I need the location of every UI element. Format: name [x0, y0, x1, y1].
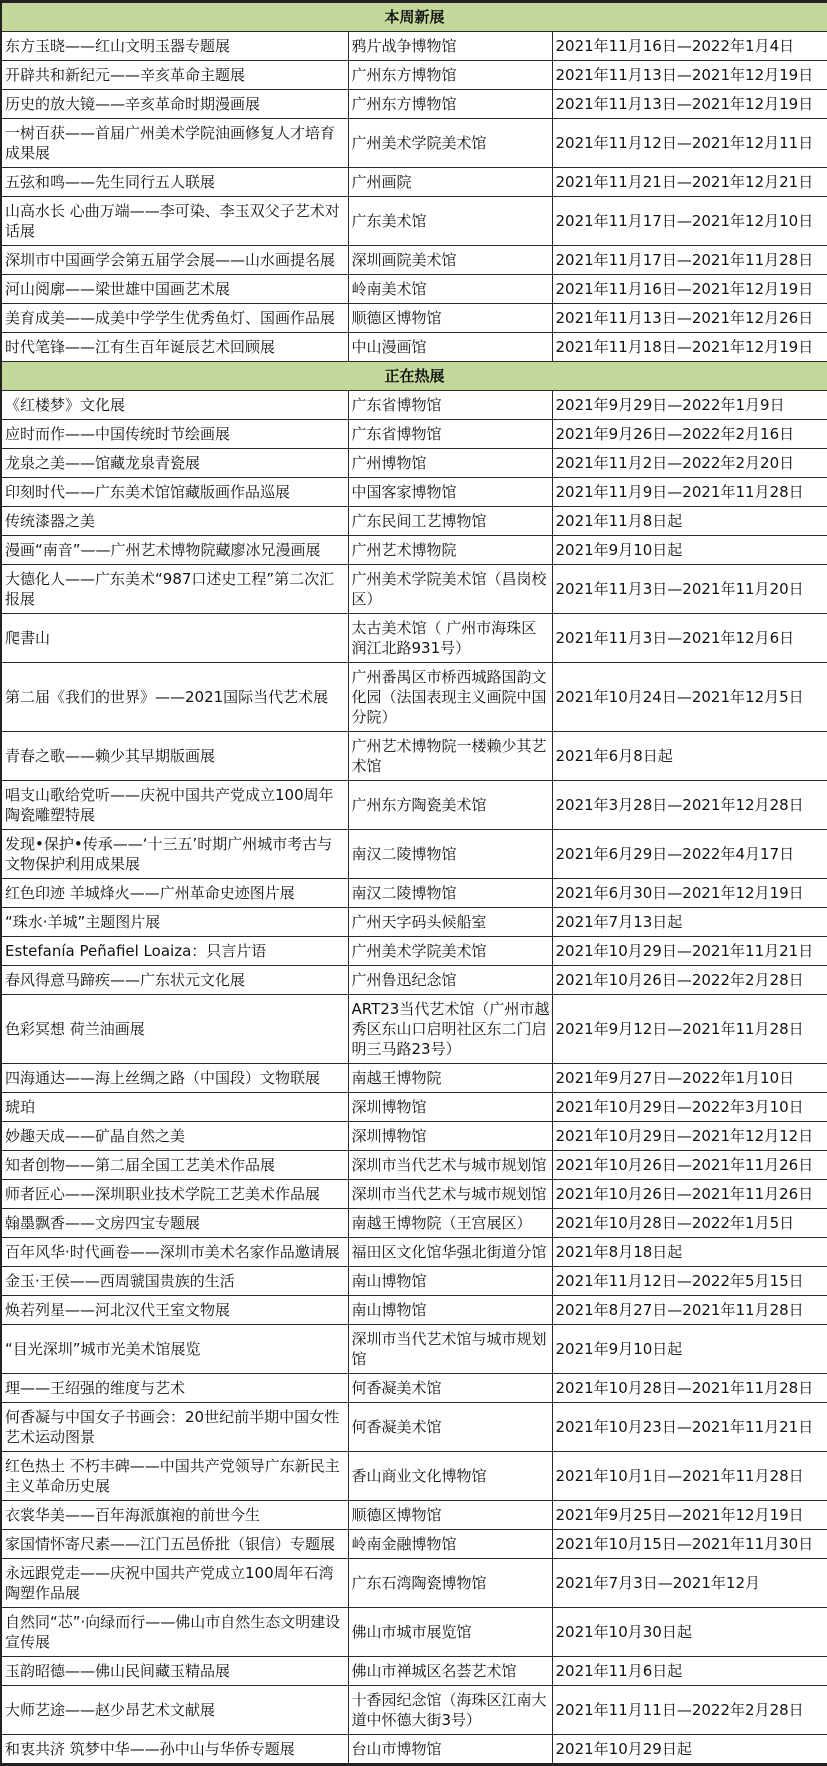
exhibition-title: 五弦和鸣——先生同行五人联展: [1, 168, 348, 197]
table-row: [1, 663, 827, 732]
date-range: 2021年11月21日—2021年12月21日: [552, 168, 827, 197]
date-range: 2021年10月29日—2022年3月10日: [552, 1093, 827, 1122]
date-range: 2021年10月28日—2021年11月28日: [552, 1374, 827, 1403]
exhibition-title: 理——王绍强的维度与艺术: [1, 1374, 348, 1403]
exhibition-title: 传统漆器之美: [1, 507, 348, 536]
table-row: [1, 1657, 827, 1686]
venue: 深圳市当代艺术与城市规划馆: [348, 1180, 552, 1209]
exhibition-title: 家国情怀寄尺素——江门五邑侨批（银信）专题展: [1, 1530, 348, 1559]
venue: 佛山市城市展览馆: [348, 1608, 552, 1657]
venue: 十香园纪念馆（海珠区江南大道中怀德大街3号）: [348, 1686, 552, 1735]
date-range: 2021年10月1日—2021年11月28日: [552, 1452, 827, 1501]
venue: 广东石湾陶瓷博物馆: [348, 1559, 552, 1608]
table-row: [1, 1296, 827, 1325]
exhibition-title: 美育成美——成美中学学生优秀鱼灯、国画作品展: [1, 304, 348, 333]
exhibition-title: 自然同“芯”·向绿而行——佛山市自然生态文明建设宣传展: [1, 1608, 348, 1657]
date-range: 2021年6月29日—2022年4月17日: [552, 830, 827, 879]
table-row: [1, 781, 827, 830]
date-range: 2021年11月13日—2021年12月19日: [552, 61, 827, 90]
exhibition-title: 深圳市中国画学会第五届学会展——山水画提名展: [1, 246, 348, 275]
date-range: 2021年11月8日起: [552, 507, 827, 536]
date-range: 2021年10月23日—2021年11月21日: [552, 1403, 827, 1452]
exhibition-title: 四海通达——海上丝绸之路（中国段）文物联展: [1, 1064, 348, 1093]
date-range: 2021年10月26日—2021年11月26日: [552, 1180, 827, 1209]
venue: 深圳市当代艺术馆与城市规划馆: [348, 1325, 552, 1374]
exhibition-title: 应时而作——中国传统时节绘画展: [1, 420, 348, 449]
venue: 台山市博物馆: [348, 1735, 552, 1765]
venue: 鸦片战争博物馆: [348, 32, 552, 61]
table-row: [1, 1238, 827, 1267]
table-row: [1, 1735, 827, 1765]
exhibition-title: 玉韵昭德——佛山民间藏玉精品展: [1, 1657, 348, 1686]
venue: 中国客家博物馆: [348, 478, 552, 507]
date-range: 2021年11月18日—2021年12月19日: [552, 333, 827, 362]
exhibition-title: 和衷共济 筑梦中华——孙中山与华侨专题展: [1, 1735, 348, 1765]
date-range: 2021年7月3日—2021年12月: [552, 1559, 827, 1608]
exhibition-title: 大德化人——广东美术“987口述史工程”第二次汇报展: [1, 565, 348, 614]
venue: 南越王博物院: [348, 1064, 552, 1093]
table-row: [1, 478, 827, 507]
date-range: 2021年9月12日—2021年11月28日: [552, 995, 827, 1064]
table-row: [1, 937, 827, 966]
exhibition-title: 金玉·王侯——西周虢国贵族的生活: [1, 1267, 348, 1296]
venue: 广州番禺区市桥西城路国韵文化园（法国表现主义画院中国分院）: [348, 663, 552, 732]
table-row: [1, 507, 827, 536]
exhibition-title: 春风得意马蹄疾——广东状元文化展: [1, 966, 348, 995]
section-header-row: [1, 2, 827, 32]
date-range: 2021年10月26日—2021年11月26日: [552, 1151, 827, 1180]
exhibition-title: 青春之歌——赖少其早期版画展: [1, 732, 348, 781]
table-row: [1, 333, 827, 362]
venue: 广东省博物馆: [348, 391, 552, 420]
table-row: [1, 1209, 827, 1238]
table-row: [1, 1686, 827, 1735]
venue: 岭南美术馆: [348, 275, 552, 304]
table-row: [1, 966, 827, 995]
date-range: 2021年9月27日—2022年1月10日: [552, 1064, 827, 1093]
exhibition-title: 漫画“南音”——广州艺术博物院藏廖冰兄漫画展: [1, 536, 348, 565]
date-range: 2021年10月29日—2021年12月12日: [552, 1122, 827, 1151]
table-row: [1, 614, 827, 663]
venue: 广东省博物馆: [348, 420, 552, 449]
table-row: [1, 275, 827, 304]
table-row: [1, 449, 827, 478]
table-row: [1, 119, 827, 168]
venue: 广州天字码头候船室: [348, 908, 552, 937]
venue: 深圳博物馆: [348, 1122, 552, 1151]
date-range: 2021年6月30日—2021年12月19日: [552, 879, 827, 908]
date-range: 2021年11月16日—2021年12月19日: [552, 275, 827, 304]
venue: 佛山市禅城区名荟艺术馆: [348, 1657, 552, 1686]
venue: 广州美术学院美术馆: [348, 119, 552, 168]
exhibition-title: 衣裳华美——百年海派旗袍的前世今生: [1, 1501, 348, 1530]
exhibition-title: 师者匠心——深圳职业技术学院工艺美术作品展: [1, 1180, 348, 1209]
venue: 南山博物馆: [348, 1267, 552, 1296]
section-title: 正在热展: [1, 362, 827, 391]
date-range: 2021年9月29日—2022年1月9日: [552, 391, 827, 420]
venue: 广州鲁迅纪念馆: [348, 966, 552, 995]
table-row: [1, 1267, 827, 1296]
table-row: [1, 565, 827, 614]
exhibition-title: 唱支山歌给党听——庆祝中国共产党成立100周年陶瓷雕塑特展: [1, 781, 348, 830]
exhibition-title: Estefanía Peñafiel Loaiza：只言片语: [1, 937, 348, 966]
date-range: 2021年8月27日—2021年11月28日: [552, 1296, 827, 1325]
table-row: [1, 1180, 827, 1209]
table-row: [1, 246, 827, 275]
venue: 广东民间工艺博物馆: [348, 507, 552, 536]
date-range: 2021年10月29日—2021年11月21日: [552, 937, 827, 966]
date-range: 2021年11月17日—2021年11月28日: [552, 246, 827, 275]
table-row: [1, 1151, 827, 1180]
venue: 广州东方博物馆: [348, 61, 552, 90]
venue: 广州东方陶瓷美术馆: [348, 781, 552, 830]
date-range: 2021年7月13日起: [552, 908, 827, 937]
date-range: 2021年9月25日—2021年12月19日: [552, 1501, 827, 1530]
venue: 南汉二陵博物馆: [348, 879, 552, 908]
table-row: [1, 420, 827, 449]
table-row: [1, 1122, 827, 1151]
date-range: 2021年9月10日起: [552, 1325, 827, 1374]
exhibition-title: 山高水长 心曲万端——李可染、李玉双父子艺术对话展: [1, 197, 348, 246]
venue: 广东美术馆: [348, 197, 552, 246]
date-range: 2021年11月9日—2021年11月28日: [552, 478, 827, 507]
venue: 太古美术馆（ 广州市海珠区润江北路931号）: [348, 614, 552, 663]
exhibition-title: 龙泉之美——馆藏龙泉青瓷展: [1, 449, 348, 478]
venue: 广州艺术博物院一楼赖少其艺术馆: [348, 732, 552, 781]
exhibition-title: 红色热土 不朽丰碑——中国共产党领导广东新民主主义革命历史展: [1, 1452, 348, 1501]
table-row: [1, 879, 827, 908]
venue: 南越王博物院（王宫展区）: [348, 1209, 552, 1238]
table-row: [1, 995, 827, 1064]
table-row: [1, 732, 827, 781]
date-range: 2021年10月26日—2022年2月28日: [552, 966, 827, 995]
venue: 广州东方博物馆: [348, 90, 552, 119]
section-header-row: [1, 362, 827, 391]
venue: 广州画院: [348, 168, 552, 197]
table-row: [1, 32, 827, 61]
table-row: [1, 168, 827, 197]
venue: 深圳画院美术馆: [348, 246, 552, 275]
exhibition-title: 大师艺途——赵少昂艺术文献展: [1, 1686, 348, 1735]
exhibition-title: 知者创物——第二届全国工艺美术作品展: [1, 1151, 348, 1180]
venue: 何香凝美术馆: [348, 1374, 552, 1403]
exhibition-title: 时代笔锋——江有生百年诞辰艺术回顾展: [1, 333, 348, 362]
date-range: 2021年10月29日起: [552, 1735, 827, 1765]
table-row: [1, 1403, 827, 1452]
table-row: [1, 1559, 827, 1608]
table-row: [1, 536, 827, 565]
date-range: 2021年10月28日—2022年1月5日: [552, 1209, 827, 1238]
exhibition-table-body: [1, 2, 827, 1765]
venue: 广州美术学院美术馆（昌岗校区）: [348, 565, 552, 614]
table-row: [1, 1501, 827, 1530]
exhibition-title: 历史的放大镜——辛亥革命时期漫画展: [1, 90, 348, 119]
exhibition-title: 妙趣天成——矿晶自然之美: [1, 1122, 348, 1151]
exhibition-title: 爬書山: [1, 614, 348, 663]
exhibition-title: 翰墨飘香——文房四宝专题展: [1, 1209, 348, 1238]
date-range: 2021年11月3日—2021年11月20日: [552, 565, 827, 614]
exhibition-title: 《红楼梦》文化展: [1, 391, 348, 420]
exhibition-title: 发现•保护•传承——‘十三五’时期广州城市考古与文物保护利用成果展: [1, 830, 348, 879]
exhibition-title: 色彩冥想 荷兰油画展: [1, 995, 348, 1064]
date-range: 2021年3月28日—2021年12月28日: [552, 781, 827, 830]
date-range: 2021年11月13日—2021年12月26日: [552, 304, 827, 333]
date-range: 2021年11月2日—2022年2月20日: [552, 449, 827, 478]
venue: 顺德区博物馆: [348, 1501, 552, 1530]
exhibition-title: 开辟共和新纪元——辛亥革命主题展: [1, 61, 348, 90]
date-range: 2021年10月30日起: [552, 1608, 827, 1657]
venue: 顺德区博物馆: [348, 304, 552, 333]
venue: 福田区文化馆华强北街道分馆: [348, 1238, 552, 1267]
table-row: [1, 304, 827, 333]
date-range: 2021年11月17日—2021年12月10日: [552, 197, 827, 246]
exhibition-title: 河山阅廓——梁世雄中国画艺术展: [1, 275, 348, 304]
venue: 广州博物馆: [348, 449, 552, 478]
exhibition-title: 东方玉晓——红山文明玉器专题展: [1, 32, 348, 61]
exhibition-title: 红色印迹 羊城烽火——广州革命史迹图片展: [1, 879, 348, 908]
date-range: 2021年10月24日—2021年12月5日: [552, 663, 827, 732]
exhibition-title: 何香凝与中国女子书画会：20世纪前半期中国女性艺术运动图景: [1, 1403, 348, 1452]
exhibition-title: “珠水·羊城”主题图片展: [1, 908, 348, 937]
venue: 深圳市当代艺术与城市规划馆: [348, 1151, 552, 1180]
venue: ART23当代艺术馆（广州市越秀区东山口启明社区东二门启明三马路23号）: [348, 995, 552, 1064]
table-row: [1, 830, 827, 879]
exhibition-title: 琥珀: [1, 1093, 348, 1122]
table-row: [1, 1452, 827, 1501]
exhibition-title: “目光深圳”城市光美术馆展览: [1, 1325, 348, 1374]
venue: 南汉二陵博物馆: [348, 830, 552, 879]
date-range: 2021年8月18日起: [552, 1238, 827, 1267]
table-row: [1, 90, 827, 119]
date-range: 2021年11月12日—2021年12月11日: [552, 119, 827, 168]
table-row: [1, 1325, 827, 1374]
date-range: 2021年11月11日—2022年2月28日: [552, 1686, 827, 1735]
date-range: 2021年9月10日起: [552, 536, 827, 565]
date-range: 2021年6月8日起: [552, 732, 827, 781]
date-range: 2021年9月26日—2022年2月16日: [552, 420, 827, 449]
table-row: [1, 1093, 827, 1122]
table-row: [1, 1064, 827, 1093]
venue: 中山漫画馆: [348, 333, 552, 362]
date-range: 2021年11月12日—2022年5月15日: [552, 1267, 827, 1296]
exhibition-title: 永远跟党走——庆祝中国共产党成立100周年石湾陶塑作品展: [1, 1559, 348, 1608]
date-range: 2021年11月6日起: [552, 1657, 827, 1686]
table-row: [1, 197, 827, 246]
date-range: 2021年10月15日—2021年11月30日: [552, 1530, 827, 1559]
section-title: 本周新展: [1, 2, 827, 32]
exhibition-title: 百年风华·时代画卷——深圳市美术名家作品邀请展: [1, 1238, 348, 1267]
table-row: [1, 1608, 827, 1657]
table-row: [1, 391, 827, 420]
table-row: [1, 908, 827, 937]
date-range: 2021年11月13日—2021年12月19日: [552, 90, 827, 119]
exhibition-title: 第二届《我们的世界》——2021国际当代艺术展: [1, 663, 348, 732]
exhibition-title: 焕若列星——河北汉代王室文物展: [1, 1296, 348, 1325]
table-row: [1, 1530, 827, 1559]
date-range: 2021年11月3日—2021年12月6日: [552, 614, 827, 663]
venue: 广州美术学院美术馆: [348, 937, 552, 966]
exhibition-title: 一树百获——首届广州美术学院油画修复人才培育成果展: [1, 119, 348, 168]
venue: 深圳博物馆: [348, 1093, 552, 1122]
venue: 香山商业文化博物馆: [348, 1452, 552, 1501]
venue: 广州艺术博物院: [348, 536, 552, 565]
table-row: [1, 1374, 827, 1403]
table-row: [1, 61, 827, 90]
venue: 何香凝美术馆: [348, 1403, 552, 1452]
venue: 岭南金融博物馆: [348, 1530, 552, 1559]
venue: 南山博物馆: [348, 1296, 552, 1325]
exhibition-title: 印刻时代——广东美术馆馆藏版画作品巡展: [1, 478, 348, 507]
date-range: 2021年11月16日—2022年1月4日: [552, 32, 827, 61]
